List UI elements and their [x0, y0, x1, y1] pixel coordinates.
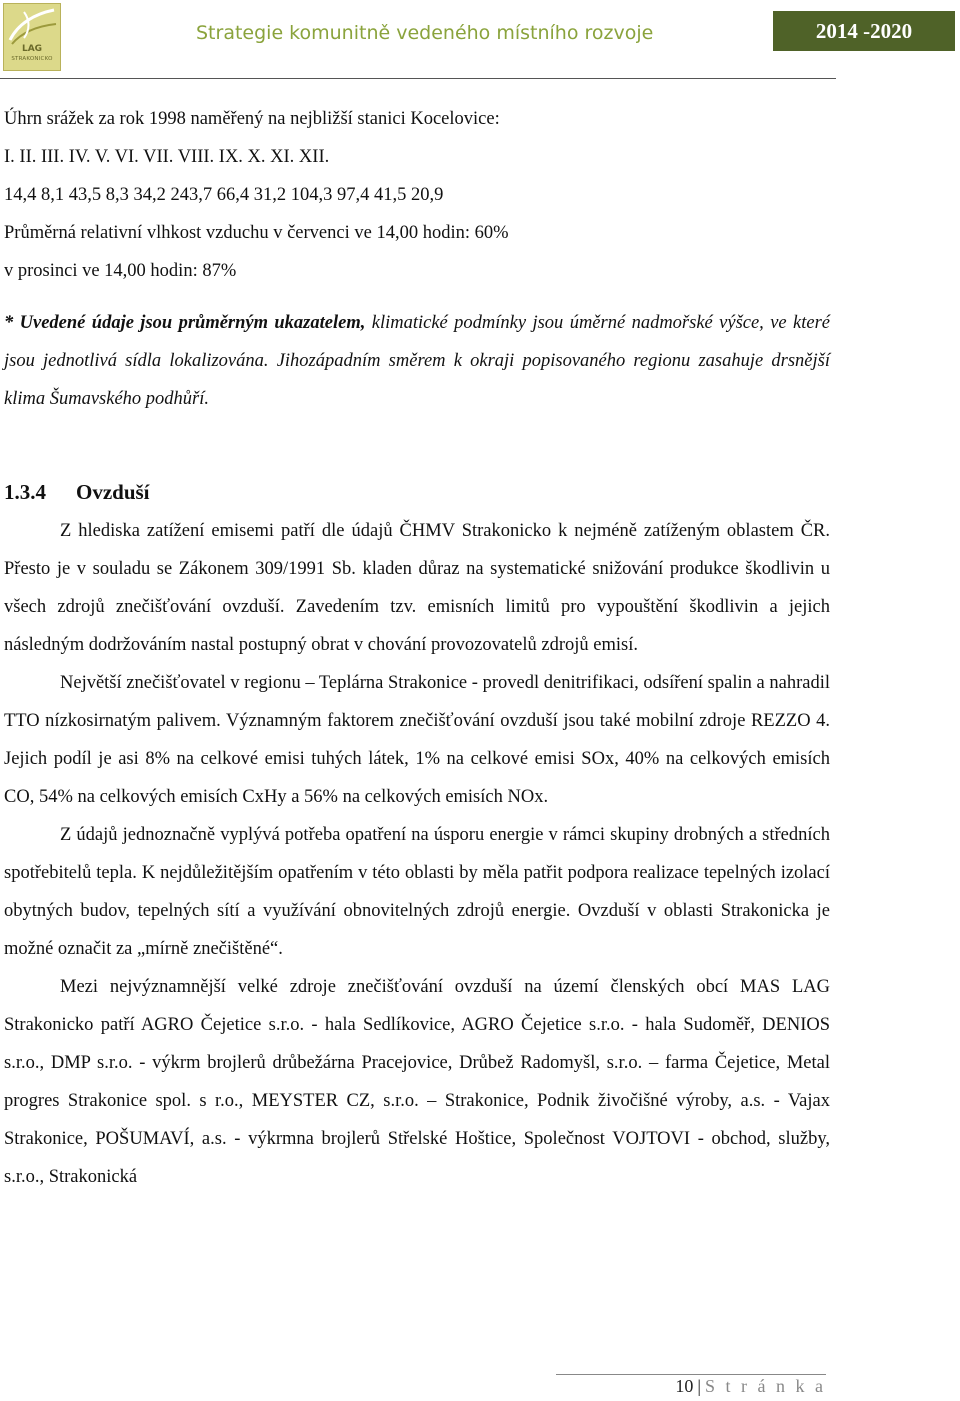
lag-logo: [3, 3, 61, 71]
paragraph-sources: Mezi nejvýznamnější velké zdroje znečišťování ovzduší na území členských obcí MAS LAG Strakonicko patří AGRO Čejetice s.r.o. - hala Sedlíkovice, AGRO Čejetice s.r.o. - hala Sudoměř, DENIOS s.r.o., DMP s.r.o. - výkrm brojlerů drůbežárna Pracejovice, Drůbež Radomyšl, s.r.o. – farma Čejetice, Metal progres Strakonice spol. s r.o., MEYSTER CZ, s.r.o. – Strakonice, Podnik živočišné výroby, a.s. - Vajax Strakonice, POŠUMAVÍ, a.s. - výkrmna brojlerů Střelské Hoštice, Společnost VOJTOVI - obchod, služby, s.r.o., Strakonická: [4, 977, 830, 1187]
page-content: [4, 100, 830, 1196]
header-divider: [0, 78, 836, 79]
section-heading: [4, 472, 830, 512]
section-number: 1.3.4: [4, 480, 46, 504]
climate-note-bold: * Uvedené údaje jsou průměrným ukazatelem,: [4, 313, 366, 333]
text-line-values: 14,4 8,1 43,5 8,3 34,2 243,7 66,4 31,2 104,3 97,4 41,5 20,9: [4, 185, 444, 205]
text-line-humidity-december: v prosinci ve 14,00 hodin: 87%: [4, 261, 237, 281]
spacer: [4, 290, 830, 304]
paragraph-emissions: Z hlediska zatížení emisemi patří dle údajů ČHMV Strakonicko k nejméně zatíženým oblastem ČR. Přesto je v souladu se Zákonem 309/1991 Sb. kladen důraz na systematické snižování produkce škodlivin u všech zdrojů znečišťování ovzduší. Zavedením tzv. emisních limitů pro vypouštění škodlivin a jejich následným dodržováním nastal postupný obrat v chování provozovatelů zdrojů emisí.: [4, 521, 830, 655]
header-title: Strategie komunitně vedeného místního rozvoje: [196, 22, 654, 44]
section-title: Ovzduší: [76, 480, 150, 504]
page-number: 10: [675, 1376, 694, 1396]
text-line-humidity-july: Průměrná relativní vlhkost vzduchu v červenci ve 14,00 hodin: 60%: [4, 223, 509, 243]
page-footer: [0, 1376, 826, 1397]
climate-note: [4, 304, 830, 418]
text-line-months: I. II. III. IV. V. VI. VII. VIII. IX. X. XI. XII.: [4, 147, 330, 167]
footer-divider: [556, 1374, 826, 1375]
logo-lag-text: LAG: [21, 44, 43, 54]
paragraph-energy: Z údajů jednoznačně vyplývá potřeba opatření na úsporu energie v rámci skupiny drobných a středních spotřebitelů tepla. K nejdůležitějším opatřením v této oblasti by měla patřit podpora realizace tepelných izolací obytných budov, tepelných sítí a využívání obnovitelných zdrojů energie. Ovzduší v oblasti Strakonicka je možné označit za „mírně znečištěné“.: [4, 825, 830, 959]
paragraph-polluter: Největší znečišťovatel v regionu – Teplárna Strakonice - provedl denitrifikaci, odsíření spalin a nahradil TTO nízkosirnatým palivem. Významným faktorem znečišťování ovzduší jsou také mobilní zdroje REZZO 4. Jejich podíl je asi 8% na celkové emisi tuhých látek, 1% na celkové emisi SOx, 40% na celkových emisích CO, 54% na celkových emisích CxHy a 56% na celkových emisích NOx.: [4, 673, 830, 807]
text-line-precipitation: Úhrn srážek za rok 1998 naměřený na nejbližší stanici Kocelovice:: [4, 109, 500, 129]
page-header: [0, 0, 960, 80]
logo-sub-text: STRAKONICKO: [11, 56, 53, 62]
climate-note-rest: klimatické podmínky jsou úměrné nadmořské výšce, ve které jsou jednotlivá sídla lokalizována. Jihozápadním směrem k okraji popisovaného regionu zasahuje drsnější klima Šumavského podhůří.: [4, 313, 830, 409]
year-badge: 2014 -2020: [773, 11, 955, 51]
page-separator: |: [697, 1376, 702, 1396]
page-word: S t r á n k a: [705, 1376, 826, 1396]
